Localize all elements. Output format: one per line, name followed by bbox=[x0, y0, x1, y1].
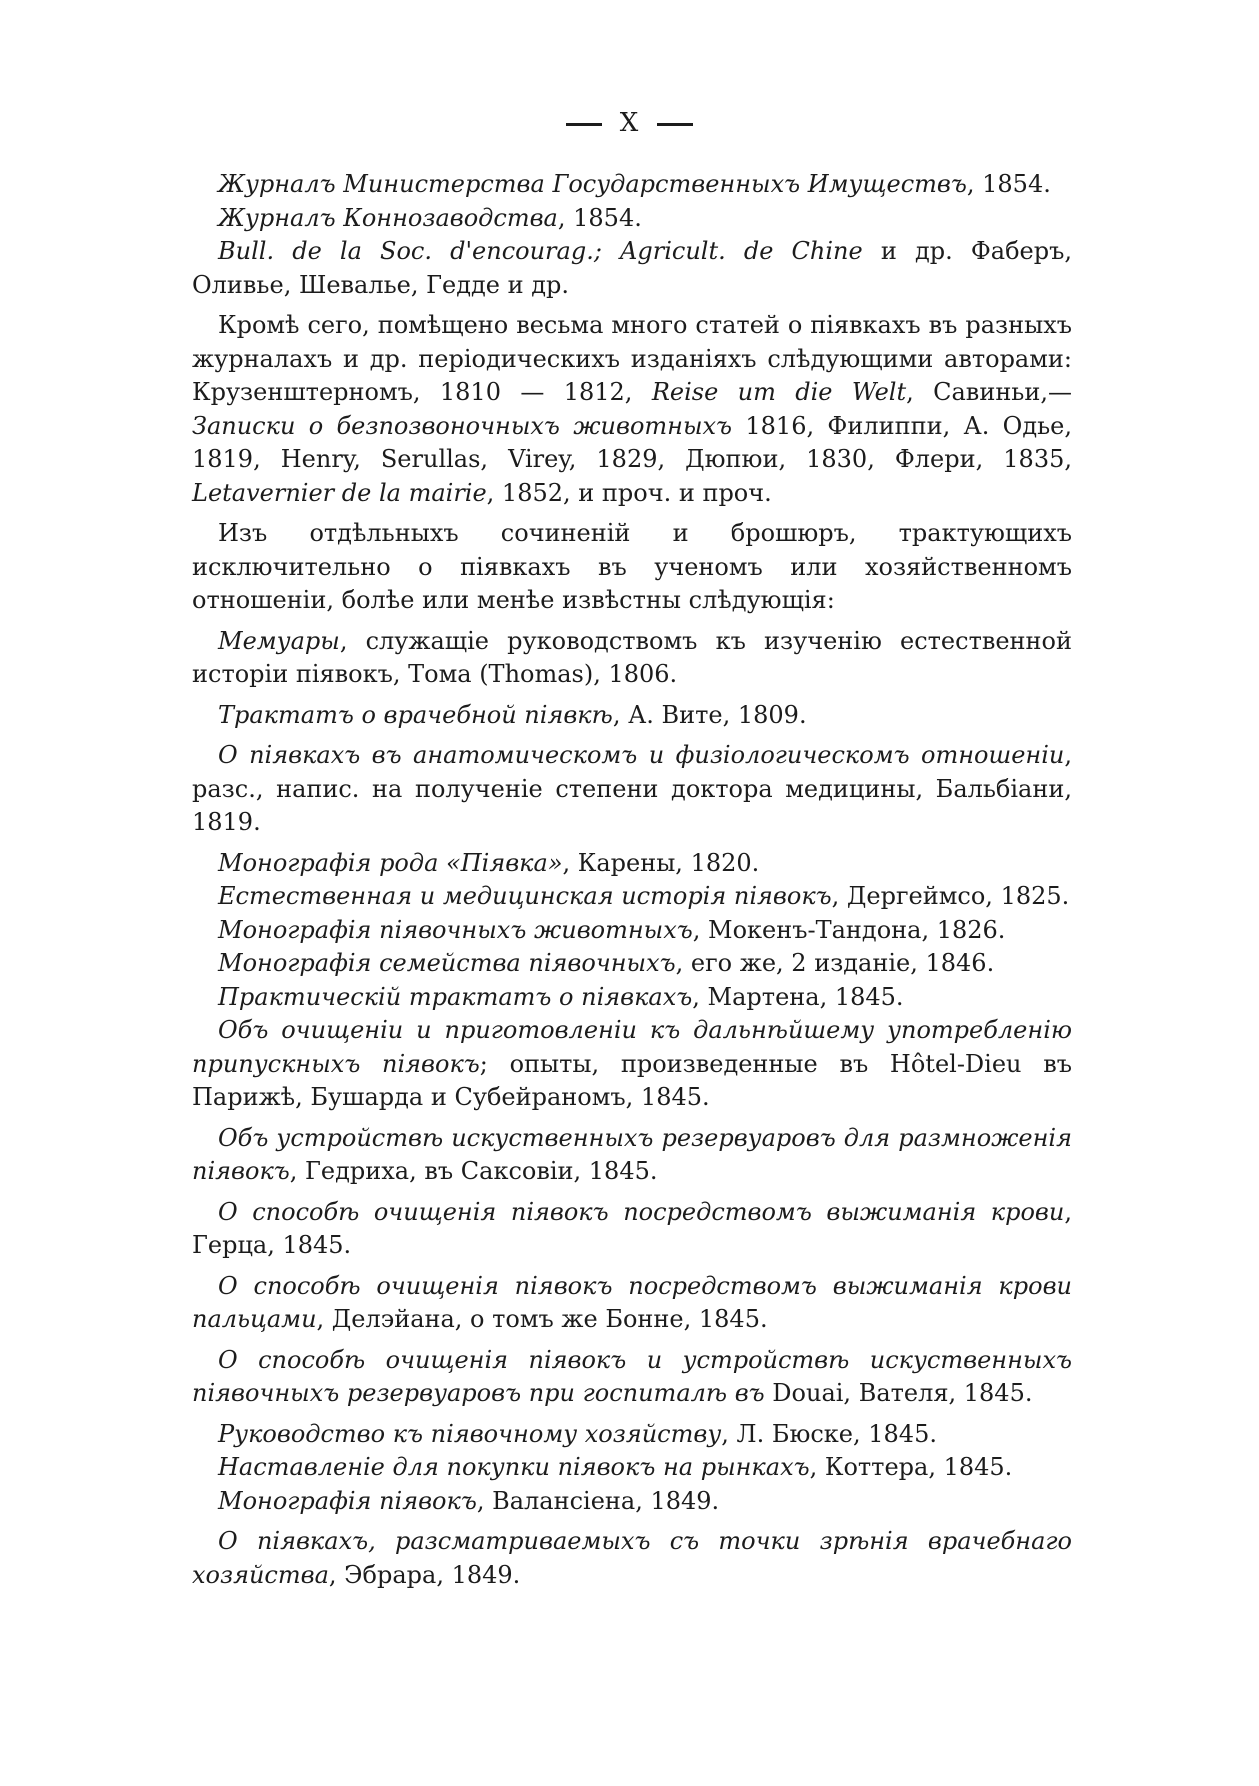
work-title: Руководство къ піявочному хозяйству bbox=[218, 1419, 722, 1448]
text-run: 1816, Филиппи, А. Одье, 1819, Henry, Serullas, Virey, 1829, Дюпюи, 1830, Флери, 1835, bbox=[192, 411, 1072, 473]
entry-title: Журналъ Министерства Государственныхъ Имуществъ bbox=[218, 170, 967, 198]
work-details: , Карены, 1820. bbox=[562, 848, 760, 877]
work-title: О способѣ очищенія піявокъ и устройствѣ искуственныхъ піявочныхъ резервуаровъ при госпиталѣ въ bbox=[192, 1345, 1072, 1407]
work-details: , Валансіена, 1849. bbox=[476, 1486, 720, 1515]
entry-details: и др. Фаберъ, Оливье, Шевалье, Гедде и др. bbox=[192, 237, 1073, 299]
work-details: , Эбрара, 1849. bbox=[328, 1560, 521, 1589]
work-entry bbox=[192, 625, 1072, 692]
work-details: , Мартена, 1845. bbox=[692, 982, 904, 1011]
text-run: Кромѣ сего, помѣщено весьма много статей о піявкахъ въ разныхъ журналахъ и др. періодическихъ изданіяхъ слѣдующими авторами: Крузенштерномъ, 1810 — 1812, bbox=[192, 311, 1072, 406]
work-details: , Мокенъ-Тандона, 1826. bbox=[692, 915, 1006, 944]
work-details: , Герца, 1845. bbox=[192, 1197, 1072, 1259]
text-run: , 1852, и проч. и проч. bbox=[486, 478, 772, 507]
work-title: О способѣ очищенія піявокъ посредствомъ выжиманія крови bbox=[218, 1197, 1065, 1226]
header-dash-right bbox=[657, 123, 693, 126]
work-entry bbox=[192, 914, 1072, 948]
work-title: Мемуары bbox=[218, 626, 340, 655]
paragraph-intro: Изъ отдѣльныхъ сочиненій и брошюръ, трактующихъ исключительно о піявкахъ въ ученомъ или хозяйственномъ отношеніи, болѣе или менѣе извѣстны слѣдующія: bbox=[192, 519, 1072, 614]
work-entry bbox=[192, 1196, 1072, 1263]
work-title: Монографія піявочныхъ животныхъ bbox=[218, 915, 693, 944]
work-details: , Делэйана, о томъ же Бонне, 1845. bbox=[316, 1305, 768, 1333]
header-dash-left bbox=[566, 123, 602, 126]
work-entry bbox=[192, 699, 1072, 733]
work-title: Объ устройствѣ искуственныхъ резервуаровъ для размноженія піявокъ bbox=[192, 1123, 1072, 1185]
work-title: Монографія семейства піявочныхъ bbox=[218, 949, 676, 977]
entry-details: , 1854. bbox=[966, 170, 1051, 198]
work-details: ; опыты, произведенные въ Hôtel-Dieu въ Парижѣ, Бушарда и Субейраномъ, 1845. bbox=[192, 1049, 1072, 1111]
work-title: Практическій трактатъ о піявкахъ bbox=[218, 982, 693, 1011]
work-details: , разс., напис. на полученіе степени доктора медицины, Бальбіани, 1819. bbox=[192, 741, 1072, 836]
work-entry bbox=[192, 1485, 1072, 1519]
book-title: Reise um die Welt bbox=[651, 378, 907, 406]
page-body bbox=[192, 168, 1072, 1599]
work-details: , его же, 2 изданіе, 1846. bbox=[675, 949, 995, 977]
work-entry bbox=[192, 847, 1072, 881]
work-details: Douai, Вателя, 1845. bbox=[764, 1379, 1033, 1407]
work-title: Монографія рода «Піявка» bbox=[218, 848, 563, 877]
entry-journal-ministry bbox=[192, 168, 1072, 202]
work-entry bbox=[192, 739, 1072, 840]
work-entry bbox=[192, 1270, 1072, 1337]
work-title: О піявкахъ, разсматриваемыхъ съ точки зрѣнія врачебнаго хозяйства bbox=[192, 1527, 1072, 1589]
work-details: , А. Вите, 1809. bbox=[612, 700, 807, 729]
work-title: Трактатъ о врачебной піявкѣ bbox=[218, 700, 613, 729]
paragraph-periodicals bbox=[192, 309, 1072, 510]
work-details: , Коттера, 1845. bbox=[809, 1453, 1013, 1481]
text-run: , Савиньи,— bbox=[906, 378, 1072, 406]
page-number: X bbox=[619, 108, 640, 138]
entry-details: , 1854. bbox=[557, 203, 642, 232]
work-title: Объ очищеніи и приготовленіи къ дальнѣйшему употребленію припускныхъ піявокъ bbox=[192, 1016, 1072, 1078]
work-entry bbox=[192, 947, 1072, 981]
work-title: О способѣ очищенія піявокъ посредствомъ выжиманія крови пальцами bbox=[192, 1271, 1072, 1333]
work-details: , Дергеймсо, 1825. bbox=[831, 882, 1070, 910]
entry-journal-horse-breeding bbox=[192, 202, 1072, 236]
work-details: , Л. Бюске, 1845. bbox=[721, 1419, 937, 1448]
work-entry bbox=[192, 880, 1072, 914]
work-entry bbox=[192, 1344, 1072, 1411]
entry-title: Bull. de la Soc. d'encourag.; Agricult. de Chine bbox=[218, 237, 863, 265]
work-title: Монографія піявокъ bbox=[218, 1486, 477, 1515]
work-entry bbox=[192, 1014, 1072, 1115]
work-title: О піявкахъ въ анатомическомъ и физіологическомъ отношеніи bbox=[218, 741, 1065, 769]
work-entry bbox=[192, 1525, 1072, 1592]
work-entry bbox=[192, 981, 1072, 1015]
work-title: Наставленіе для покупки піявокъ на рынкахъ bbox=[218, 1453, 810, 1481]
work-entry bbox=[192, 1451, 1072, 1485]
work-entry bbox=[192, 1418, 1072, 1452]
work-entry bbox=[192, 1122, 1072, 1189]
entry-bulletin bbox=[192, 235, 1072, 302]
work-title: Естественная и медицинская исторія піявокъ bbox=[218, 882, 832, 910]
work-details: , Гедриха, въ Саксовіи, 1845. bbox=[289, 1157, 658, 1185]
book-title: Letavernier de la mairie bbox=[192, 478, 487, 507]
page-header bbox=[0, 108, 1259, 138]
work-details: , служащіе руководствомъ къ изученію естественной исторіи піявокъ, Тома (Thomas), 1806. bbox=[192, 626, 1072, 688]
book-title: Записки о безпозвоночныхъ животныхъ bbox=[192, 411, 733, 440]
entry-title: Журналъ Коннозаводства bbox=[218, 203, 558, 232]
